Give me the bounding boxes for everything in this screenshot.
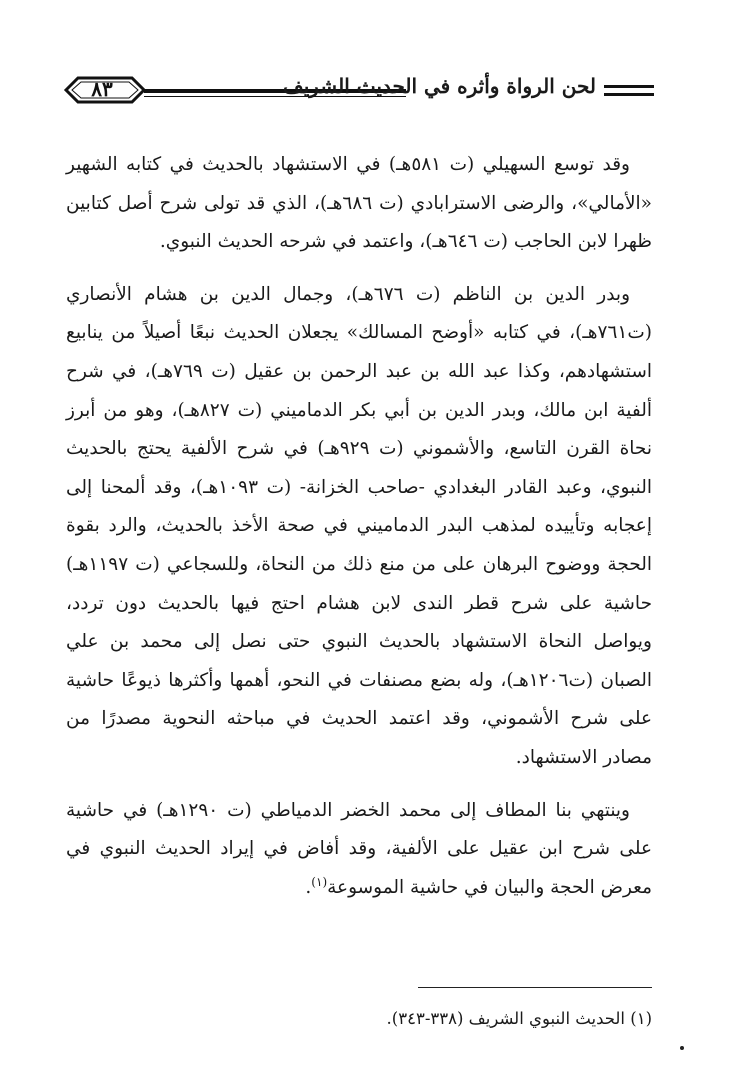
running-title: لحن الرواة وأثره في الحديث الشريف (282, 74, 596, 98)
page-number-frame (62, 74, 154, 106)
paragraph-2: وبدر الدين بن الناظم (ت ٦٧٦هـ)، وجمال الدين بن هشام الأنصاري (ت٧٦١هـ)، في كتابه «أوضح المسالك» يجعلان الحديث نبعًا أصيلاً من ينابيع استشهادهم، وكذا عبد الله بن عبد الرحمن بن عقيل (ت ٧٦٩هـ)، في شرح ألفية ابن مالك، وبدر الدين بن أبي بكر الدماميني (ت ٨٢٧هـ)، وهو من أبرز نحاة القرن التاسع، والأشموني (ت ٩٢٩هـ) في شرح الألفية يحتج بالحديث النبوي، وعبد القادر البغدادي -صاحب الخزانة- (ت ١٠٩٣هـ)، وقد ألمحنا إلى إعجابه وتأييده لمذهب البدر الدماميني في صحة الأخذ بالحديث، والرد بقوة الحجة ووضوح البرهان على من منع ذلك من النحاة، وللسجاعي (ت ١١٩٧هـ) حاشية على شرح قطر الندى لابن هشام احتج فيها بالحديث دون تردد، ويواصل النحاة الاستشهاد بالحديث النبوي حتى نصل إلى محمد بن علي الصبان (ت١٢٠٦هـ)، وله بضع مصنفات في النحو، أهمها وأكثرها ذيوعًا حاشية على شرح الأشموني، وقد اعتمد الحديث في مباحثه النحوية مصدرًا من مصادر الاستشهاد. (66, 283, 652, 768)
running-header (62, 70, 654, 110)
page-number: ٨٣ (91, 77, 113, 101)
body-text (66, 146, 652, 907)
header-rule-right (604, 85, 654, 88)
paragraph-3-end: . (305, 876, 312, 898)
footnote: (١) الحديث النبوي الشريف (٣٣٨-٣٤٣). (386, 1009, 652, 1028)
footnote-separator (418, 987, 652, 988)
paragraph-1: وقد توسع السهيلي (ت ٥٨١هـ) في الاستشهاد بالحديث في كتابه الشهير «الأمالي»، والرضى الاسترابادي (ت ٦٨٦هـ)، الذي قد تولى شرح أصل كتابين ظهرا لابن الحاجب (ت ٦٤٦هـ)، واعتمد في شرحه الحديث النبوي. (66, 154, 652, 253)
paragraph-3-text: وينتهي بنا المطاف إلى محمد الخضر الدمياطي (ت ١٢٩٠هـ) في حاشية على شرح ابن عقيل على الألفية، وقد أفاض في إيراد الحديث النبوي في معرض الحجة والبيان في حاشية الموسوعة (66, 799, 652, 898)
footnote-reference: (١) (311, 874, 328, 889)
page-speck (680, 1046, 684, 1050)
paragraph-3 (66, 792, 652, 908)
header-rule-right-lower (604, 93, 654, 96)
